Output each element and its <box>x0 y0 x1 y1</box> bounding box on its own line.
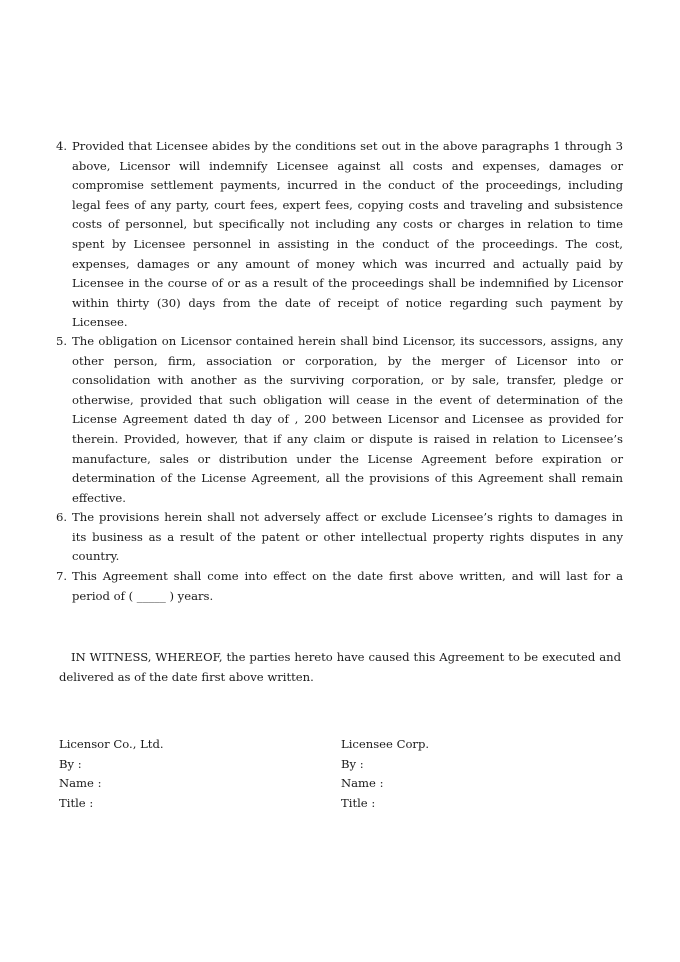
clause-text: The provisions herein shall not adversely affect or exclude Licensee’s rights to damages in its business as a result of the patent or other intellectual property rights disputes in any country. <box>72 510 623 564</box>
clause-5 <box>56 332 623 508</box>
licensee-by-field: By : <box>341 756 364 771</box>
witness-statement: IN WITNESS, WHEREOF, the parties hereto have caused this Agreement to be executed and delivered as of the date first above written. <box>59 650 621 684</box>
clause-text: This Agreement shall come into effect on the date first above written, and will last for a period of ( _____ ) years. <box>72 569 623 603</box>
clause-6 <box>56 508 623 567</box>
licensee-company: Licensee Corp. <box>341 737 430 751</box>
clause-text: The obligation on Licensor contained herein shall bind Licensor, its successors, assigns, any other person, firm, association or corporation, by the merger of Licensor into or consolidation with another as the surviving corporation, or by sale, transfer, pledge or otherwise, provided that such obligation will cease in the event of determination of the License Agreement dated th day of , 200 between Licensor and Licensee as provided for therein. Provided, however, that if any claim or dispute is raised in relation to Licensee’s manufacture, sales or distribution under the License Agreement before expiration or determination of the License Agreement, all the provisions of this Agreement shall remain effective. <box>72 334 623 505</box>
licensor-signature-block <box>59 735 319 813</box>
licensor-company: Licensor Co., Ltd. <box>59 737 164 751</box>
licensee-title-field: Title : <box>341 795 376 810</box>
clause-number: 5. <box>56 334 68 348</box>
licensor-name-field: Name : <box>59 776 102 791</box>
clause-number: 7. <box>56 569 68 583</box>
licensee-signature-block <box>341 735 601 813</box>
clause-4 <box>56 137 623 333</box>
clause-number: 4. <box>56 139 68 153</box>
licensee-name-field: Name : <box>341 776 384 791</box>
clause-7 <box>56 567 623 606</box>
licensor-by-field: By : <box>59 756 82 771</box>
licensor-title-field: Title : <box>59 795 94 810</box>
clause-text: Provided that Licensee abides by the conditions set out in the above paragraphs 1 through 3 above, Licensor will indemnify Licensee against all costs and expenses, damages or compromise settlement payments, incurred in the conduct of the proceedings, including legal fees of any party, court fees, expert fees, copying costs and traveling and subsistence costs of personnel, but specifically not including any costs or charges in relation to time spent by Licensee personnel in assisting in the conduct of the proceedings. The cost, expenses, damages or any amount of money which was incurred and actually paid by Licensee in the course of or as a result of the proceedings shall be indemnified by Licensor within thirty (30) days from the date of receipt of notice regarding such payment by Licensee. <box>72 139 623 330</box>
clause-number: 6. <box>56 510 68 524</box>
